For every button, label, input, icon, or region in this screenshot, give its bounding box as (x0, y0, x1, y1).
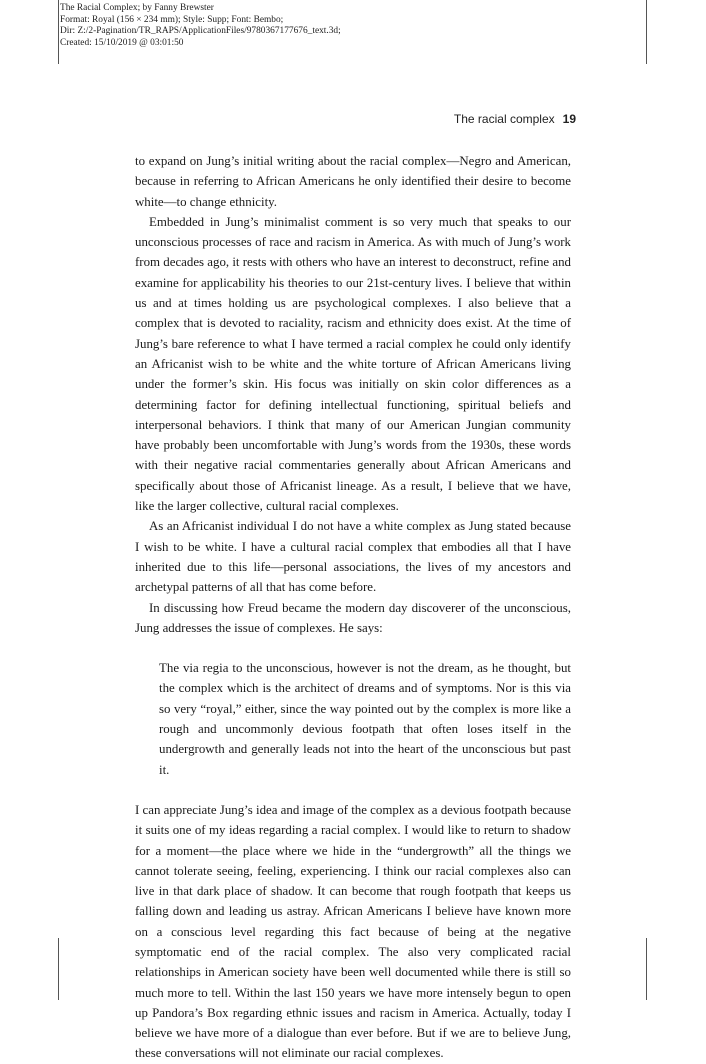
crop-mark-bottom-left (58, 938, 59, 1000)
running-header (0, 112, 576, 126)
crop-mark-bottom-right (646, 938, 647, 1000)
paragraph: In discussing how Freud became the modern day discoverer of the unconscious, Jung addresses the issue of complexes. He says: (135, 600, 571, 635)
crop-mark-top-left (58, 0, 59, 64)
production-slug (60, 3, 341, 49)
slug-line-format: Format: Royal (156 × 234 mm); Style: Supp; Font: Bembo; (60, 14, 284, 25)
running-title: The racial complex (453, 112, 555, 126)
paragraph: As an Africanist individual I do not have a white complex as Jung stated because I wish to be white. I have a cultural racial complex that embodies all that I have inherited due to this life—personal associations, the lives of my ancestors and archetypal patterns of all that has come before. (135, 519, 571, 595)
slug-line-created: Created: 15/10/2019 @ 03:01:50 (60, 37, 184, 48)
slug-line-title: The Racial Complex; by Fanny Brewster (60, 3, 214, 13)
block-quote: The via regia to the unconscious, however is not the dream, as he thought, but the complex which is the architect of dreams and of symptoms. Nor is this via so very “royal,” either, since the way pointed out by the complex is more like a rough and uncommonly devious footpath that often loses itself in the undergrowth and generally leads not into the heart of the unconscious but past it. (159, 661, 571, 777)
page-body (135, 151, 571, 1064)
paragraph: I can appreciate Jung’s idea and image of the complex as a devious footpath because it suits one of my ideas regarding a racial complex. I would like to return to shadow for a moment—the place where we hide in the “undergrowth” all the things we cannot tolerate seeing, feeling, experiencing. I think our racial complexes also can live in that dark place of shadow. It can become that rough footpath that keeps us falling down and leading us astray. African Americans I believe have known more on a conscious level regarding this fact because of being at the negative symptomatic end of the racial complex. The also very complicated racial relationships in American society have been well documented while there is still so much more to tell. Within the last 150 years we have more intensely begun to open up Pandora’s Box regarding ethnic issues and racism in America. Actually, today I believe we have more of a dialogue than ever before. But if we are to believe Jung, these conversations will not eliminate our racial complexes. (135, 802, 571, 1061)
slug-line-dir: Dir: Z:/2-Pagination/TR_RAPS/ApplicationFiles/9780367177676_text.3d; (60, 26, 341, 37)
crop-mark-top-right (646, 0, 647, 64)
paragraph-continued: to expand on Jung’s initial writing about the racial complex—Negro and American, because in referring to African Americans he only identified their desire to become white—to change ethnicity. (135, 154, 571, 209)
page-number: 19 (562, 112, 576, 126)
paragraph: Embedded in Jung’s minimalist comment is so very much that speaks to our unconscious processes of race and racism in America. As with much of Jung’s work from decades ago, it rests with others who have an interest to deconstruct, refine and examine for applicability his theories to our 21st-century lives. I believe that within us and at times holding us are psychological complexes. I also believe that a complex that is devoted to raciality, racism and ethnicity does exist. At the time of Jung’s bare reference to what I have termed a racial complex he could only identify an Africanist wish to be white and the white torture of African Americans living under the former’s skin. His focus was initially on skin color differences as a determining factor for defining intellectual functioning, spiritual beliefs and interpersonal behaviors. I think that many of our American Jungian community have probably been uncomfortable with Jung’s words from the 1930s, these words with their negative racial commentaries generally about African Americans and specifically about those of Africanist lineage. As a result, I believe that we have, like the larger collective, cultural racial complexes. (135, 214, 571, 514)
